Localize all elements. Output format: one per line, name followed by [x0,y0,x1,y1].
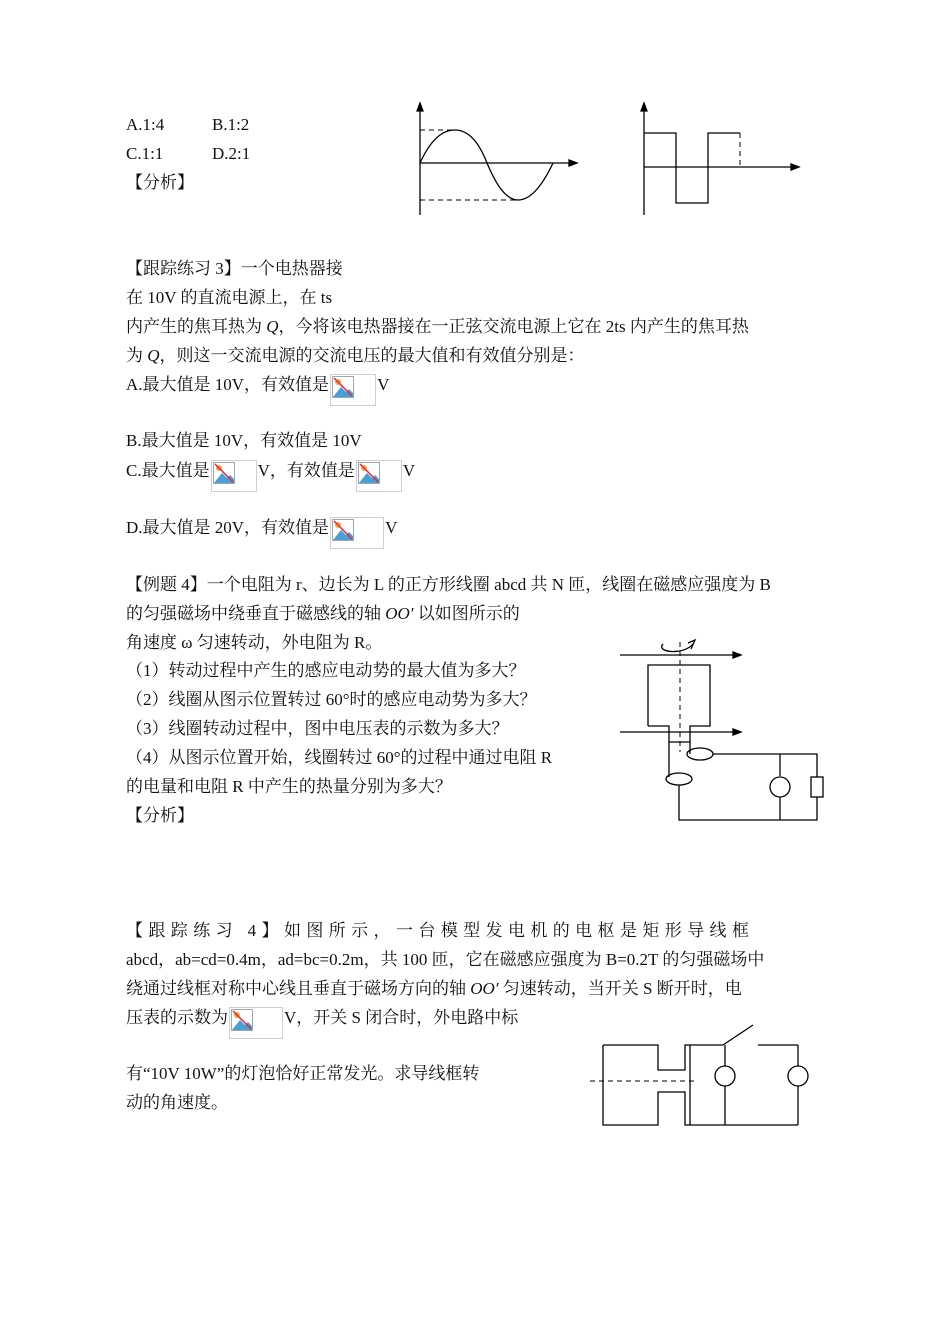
example4-line2 [126,603,520,625]
axis-label: OO′ [385,604,414,623]
practice3-option-a [126,374,389,406]
option-a: A.1:4 [126,115,165,134]
broken-image-icon [211,460,257,492]
practice4-line3-b: 匀速转动，当开关 S 断开时，电 [498,979,742,998]
example4-question-1: （1）转动过程中产生的感应电动势的最大值为多大？ [126,661,526,680]
practice4-line4-b: V，开关 S 闭合时，外电路中标 [284,1008,519,1027]
example4-analysis-label: 【分析】 [126,806,194,825]
practice4-line4 [126,1007,518,1039]
broken-image-icon [229,1007,283,1039]
example4-question-4-cont: 的电量和电阻 R 中产生的热量分别为多大？ [126,777,452,796]
practice3-line1: 【跟踪练习 3】一个电热器接 [126,259,343,278]
practice3-option-a-unit: V [377,375,390,394]
example4-line2-a: 的匀强磁场中绕垂直于磁感线的轴 [126,604,386,623]
practice3-option-b: B.最大值是 10V，有效值是 10V [126,431,362,450]
practice3-line2: 在 10V 的直流电源上，在 ts [126,288,333,307]
practice3-option-d-text: D.最大值是 20V，有效值是 [126,518,330,537]
broken-image-icon [330,374,376,406]
practice3-option-c-unit: V [402,461,416,480]
analysis-label: 【分析】 [126,173,194,192]
example4-question-4: （4）从图示位置开始，线圈转过 60°的过程中通过电阻 R [126,748,553,767]
practice3-line4-b: ，则这一交流电源的交流电压的最大值和有效值分别是： [159,346,585,365]
practice4-line3 [126,978,742,1000]
square-wave-figure [630,100,805,220]
example4-question-2: （2）线圈从图示位置转过 60°时的感应电动势为多大？ [126,690,537,709]
example4-question-3: （3）线圈转动过程中，图中电压表的示数为多大？ [126,719,509,738]
rotating-coil-circuit-figure [615,632,835,832]
example4-line1: 【例题 4】一个电阻为 r、边长为 L 的正方形线圈 abcd 共 N 匝，线圈在磁感应强度为 B [126,575,771,594]
practice3-line3-b: ，今将该电热器接在一正弦交流电源上它在 2ts 内产生的焦耳热 [278,317,749,336]
practice4-line2: abcd，ab=cd=0.4m，ad=bc=0.2m，共 100 匝，它在磁感应强度为 B=0.2T 的匀强磁场中 [126,950,765,969]
broken-image-icon [330,517,384,549]
heat-q: Q [266,317,279,336]
example4-line3: 角速度 ω 匀速转动，外电阻为 R。 [126,633,383,652]
practice3-option-d-unit: V [385,518,398,537]
practice4-line6: 动的角速度。 [126,1093,228,1112]
example4-line2-b: 以如图所示的 [413,604,520,623]
practice3-option-c [126,460,415,492]
option-c: C.1:1 [126,144,164,163]
practice3-line4-a: 为 [126,346,148,365]
generator-circuit-figure [585,1010,815,1135]
practice3-option-d [126,517,397,549]
heat-q-2: Q [147,346,160,365]
practice3-option-c-text: C.最大值是 [126,461,210,480]
practice3-option-c-mid: V，有效值是 [257,461,355,480]
axis-label: OO′ [470,979,499,998]
practice4-line1: 【跟踪练习 4】如图所示，一台模型发电机的电枢是矩形导线框 [126,921,755,940]
practice3-line3 [126,316,749,338]
broken-image-icon [356,460,402,492]
practice4-line3-a: 绕通过线框对称中心线且垂直于磁场方向的轴 [126,979,471,998]
practice3-line3-a: 内产生的焦耳热为 [126,317,267,336]
sine-wave-figure [405,100,580,220]
practice4-line5: 有“10V 10W”的灯泡恰好正常发光。求导线框转 [126,1064,480,1083]
option-b: B.1:2 [212,115,250,134]
practice3-line4 [126,345,585,367]
practice4-line4-a: 压表的示数为 [126,1008,228,1027]
practice3-option-a-text: A.最大值是 10V，有效值是 [126,375,330,394]
option-d: D.2:1 [212,144,251,163]
